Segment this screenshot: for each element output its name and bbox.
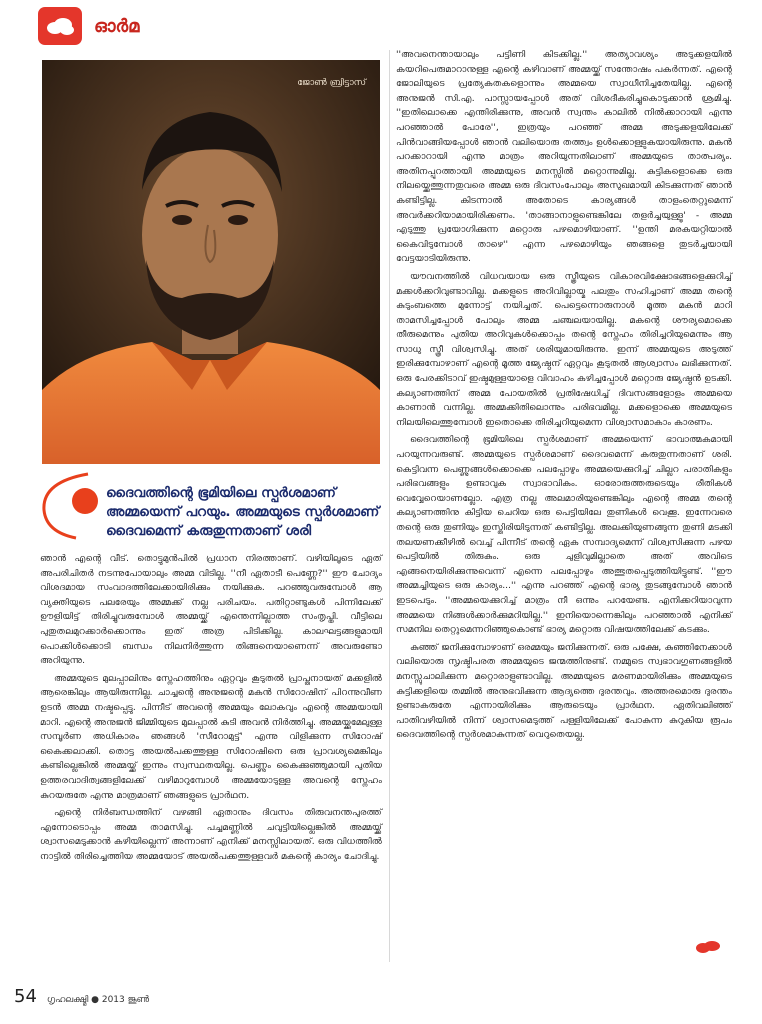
end-mark-icon bbox=[694, 940, 722, 954]
paragraph: എന്റെ നിർബന്ധത്തിന് വഴങ്ങി ഏതാനും ദിവസം തിരുവനന്തപുരത്ത് എന്നോടൊപ്പം അമ്മ താമസിച്ചു. പച്ചമണ്ണിൽ ചവുട്ടിയില്ലെങ്കിൽ അമ്മയ്ക്ക് ശ്വാസമെടുക്കാൻ കഴിയില്ലെന്ന് അന്നാണ് എനിക്ക് മനസ്സിലായത്. ഒരു വിധത്തിൽ നാട്ടിൽ തിരിച്ചെത്തിയ അമ്മയോട് അയൽപക്കത്തുള്ളവർ മകന്റെ കാര്യം ചോദിച്ചു. bbox=[40, 807, 382, 862]
right-column bbox=[396, 48, 732, 746]
paragraph: ദൈവത്തിന്റെ ഭൂമിയിലെ സ്പർശമാണ് അമ്മയെന്ന് ഭാവാത്മകമായി പറയുന്നവരുണ്ട്. അമ്മയുടെ സ്പർശമാണ് ദൈവമെന്ന് കരുതുന്നതാണ് ശരി. കെട്ടിവന്ന പെണ്ണുങ്ങൾക്കൊക്കെ പലപ്പോഴും അമ്മയെക്കുറിച്ച് ചില്ലറ പരാതികളും പരിഭവങ്ങളും ഉണ്ടാവുക സ്വാഭാവികം. ഓരോരുത്തരുടെയും രീതികൾ വെവ്വേറെയാണല്ലോ. എത്ര നല്ല അലമാരിയുണ്ടെങ്കിലും എന്റെ അമ്മ തന്റെ കല്യാണത്തിനു കിട്ടിയ ചെറിയ ഒരു പെട്ടിയിലേ തുണികൾ വെക്കൂ. ഇന്നേവരെ തന്റെ ഒരു തുണിയും ഇസ്തിരിയിടുന്നത് കണ്ടിട്ടില്ല. അലക്കിയുണങ്ങുന്ന തുണി മടക്കി തലയണക്കീഴിൽ വെച്ച് പിന്നീട് തന്റെ ഏക സമ്പാദ്യമെന്ന് വിശ്വസിക്കുന്ന പഴയ പെട്ടിയിൽ തിരുകും. ഒരു ചുളിവുമില്ലാതെ അത് അവിടെ എങ്ങനെയിരിക്കുന്നുവെന്ന് എന്നെ പലപ്പോഴും അത്ഭുതപ്പെടുത്തിയിട്ടുണ്ട്. ''ഈ അമ്മച്ചിയുടെ ഒരു കാര്യം...'' എന്നു പറഞ്ഞ് എന്റെ ഭാര്യ തുടങ്ങുമ്പോൾ ഞാൻ ഇടപെടും. ''അമ്മയെക്കുറിച്ച് മാത്രം നീ ഒന്നും പറയേണ്ട. എനിക്കറിയാവുന്ന അമ്മയെ നിങ്ങൾക്കാർക്കുമറിയില്ല.'' ഇനിയൊന്നെങ്കിലും പറഞ്ഞാൽ എനിക്ക് സമനില തെറ്റുമെന്നറിഞ്ഞുകൊണ്ട് ഭാര്യ മറ്റൊരു വിഷയത്തിലേക്ക് കടക്കും. bbox=[396, 434, 732, 636]
paragraph: ''അവനെന്തായാലും പട്ടിണി കിടക്കില്ല.'' അത്യാവശ്യം അടുക്കളയിൽ കയറിപെരുമാറാനുള്ള എന്റെ കഴിവാണ് അമ്മയ്ക്ക് സന്തോഷം പകർന്നത്. എന്റെ ജോലിയുടെ പ്രത്യേകതകളൊന്നും അമ്മയെ സ്വാധീനിച്ചതേയില്ല. എന്റെ അനുജൻ സി.എ. പാസ്സായപ്പോൾ അത് വിശദീകരിച്ചുകൊടുക്കാൻ ശ്രമിച്ചു. ''ഇതിലൊക്കെ എന്തിരിക്കുന്നു, അവൻ സ്വന്തം കാലിൽ നിൽക്കാറായി എന്നു പറഞ്ഞാൽ പോരേ'', ഇത്രയും പറഞ്ഞ് അമ്മ അടുക്കളയിലേക്ക് പിൻവാങ്ങിയപ്പോൾ ഞാൻ വലിയൊരു തത്ത്വം ഉൾക്കൊള്ളുകയായിരുന്നു. മകൻ പറക്കാറായി എന്നു മാത്രം അറിയുന്നതിലാണ് അമ്മയുടെ താത്പര്യം. അതിനപ്പുറത്തായി അമ്മയുടെ മനസ്സിൽ മറ്റൊന്നുമില്ല. കുട്ടികളൊക്കെ ഒരു നിലയ്ക്കെത്തുന്നതുവരെ അമ്മ ഒരു ദിവസംപോലും അസുഖമായി കിടക്കുന്നത് ഞാൻ കണ്ടിട്ടില്ല. കിടന്നാൽ അതോടെ കാര്യങ്ങൾ താളംതെറ്റുമെന്ന് അവർക്കറിയാമായിരിക്കണം. 'താങ്ങാനാളുണ്ടെങ്കിലേ തളർച്ചയുള്ളൂ' - അമ്മ എടുത്തു പ്രയോഗിക്കുന്ന മറ്റൊരു പഴമൊഴിയാണ്. ''ഉന്തി മരകയറ്റിയാൽ കൈവിടുമ്പോൾ താഴെ'' എന്ന പഴമൊഴിയും ഞങ്ങളെ തുടർച്ചയായി വേട്ടയാടിയിരുന്നു. bbox=[396, 49, 732, 265]
left-column bbox=[40, 552, 382, 867]
pull-quote-text: ദൈവത്തിന്റെ ഭൂമിയിലെ സ്പർശമാണ് അമ്മയെന്ന് പറയും. അമ്മയുടെ സ്പർശമാണ് ദൈവമെന്ന് കരുതുന്നതാണ് ശരി bbox=[106, 485, 380, 539]
publication-info: ഗൃഹലക്ഷ്മി ● 2013 ജൂൺ bbox=[46, 995, 150, 1005]
section-header bbox=[38, 6, 139, 46]
magazine-logo bbox=[38, 7, 82, 45]
paragraph: യൗവനത്തിൽ വിധവയായ ഒരു സ്ത്രീയുടെ വികാരവിക്ഷോഭങ്ങളെക്കുറിച്ച് മക്കൾക്കറിവുണ്ടാവില്ല. മക്കളുടെ അറിവില്ലായ്മ പലതും സഹിച്ചാണ് അമ്മ തന്റെ കുടുംബത്തെ മുന്നോട്ട് നയിച്ചത്. പെട്ടെന്നൊരുനാൾ മൂത്ത മകൻ മാറി താമസിച്ചപ്പോൾ പോലും അമ്മ ചഞ്ചലയായില്ല. മകന്റെ ശൗര്യമൊക്കെ തീരുമെന്നും പുതിയ അറിവുകൾക്കൊപ്പം തന്റെ സ്നേഹം തിരിച്ചറിയുമെന്നും ആ സാധു സ്ത്രീ വിശ്വസിച്ചു. അത് ശരിയുമായിരുന്നു. ഇന്ന് അമ്മയുടെ അടുത്ത് ഇരിക്കുമ്പോഴാണ് എന്റെ മൂത്ത ജ്യേഷ്ഠന് ഏറ്റവും കൂടുതൽ ആശ്വാസം ലഭിക്കുന്നത്. ഒരു പേരക്കിടാവ് ഇഷ്ടമുള്ളയാളെ വിവാഹം കഴിച്ചപ്പോൾ മറ്റൊരു ജ്യേഷ്ഠൻ ഉടക്കി. കല്യാണത്തിന് അമ്മ പോയതിൽ പ്രതിഷേധിച്ച് ദിവസങ്ങളോളം അമ്മയെ കാണാൻ വന്നില്ല. അമ്മക്കിതിലൊന്നും പരിഭവമില്ല. മക്കളൊക്കെ അമ്മയുടെ നിലയിലെത്തുമ്പോൾ ഇതൊക്കെ തിരിച്ചറിയുമെന്ന വിശ്വാസമാകാം കാരണം. bbox=[396, 270, 732, 428]
paragraph: കുഞ്ഞ് ജനിക്കുമ്പോഴാണ് ഒരമ്മയും ജനിക്കുന്നത്. ഒരു പക്ഷേ, കുഞ്ഞിനേക്കാൾ വലിയൊരു സൃഷ്ടിപരത അമ്മയുടെ ജന്മത്തിനുണ്ട്. നമ്മുടെ സ്വഭാവഗുണങ്ങളിൽ മനസ്സുചാലിക്കുന്ന മറ്റൊരാളുണ്ടാവില്ല. അമ്മയുടെ മരണമായിരിക്കും അമ്മയുടെ കുട്ടിക്കളിയെ തമ്മിൽ അനുഭവിക്കുന്ന ആദ്യത്തെ ദുരന്തവും. അത്തരമൊരു ദുരന്തം ഉണ്ടാകരുതേ എന്നായിരിക്കും ആരുടെയും പ്രാർഥന. ഏതിവലിഞ്ഞ് പാതിവഴിയിൽ നിന്ന് ശ്വാസമെടുത്ത് പള്ളിയിലേക്ക് പോകുന്ന കുറുകിയ രൂപം ദൈവത്തിന്റെ സ്പർശമാകുന്നത് വെറുതെയല്ല. bbox=[396, 641, 732, 741]
quote-dot-icon bbox=[72, 488, 98, 514]
paragraph: ഞാൻ എന്റെ വീട്. തൊട്ടുമുൻപിൽ പ്രധാന നിരത്താണ്. വഴിയിലൂടെ ഏത് അപരിചിതർ നടന്നുപോയാലും അമ്മ വിടില്ല. ''നീ ഏതാടീ പെണ്ണേ?'' ഈ ചോദ്യം വിശദമായ സംവാദത്തിലേക്കായിരിക്കും നയിക്കുക. പറഞ്ഞുവരുമ്പോൾ ആ വ്യക്തിയുടെ പലരേയും അമ്മക്ക് നല്ല പരിചയം. പതിറ്റാണ്ടുകൾ പിന്നിലേക്ക് ഊളിയിട്ട് തിരിച്ചുവരുമ്പോൾ അമ്മയ്ക്ക് എന്തെന്നില്ലാത്ത സംതൃപ്തി. വീട്ടിലെ പുതുതലമുറക്കാർക്കൊന്നും ഇത് അത്ര പിടിക്കില്ല. കാലഘട്ടങ്ങളുമായി പൊക്കിൾക്കൊടി ബന്ധം നിലനിർത്തുന്ന തിങ്ങനെയാണെന്ന് അവരുണ്ടോ അറിയുന്നു. bbox=[40, 553, 382, 667]
portrait-illustration bbox=[42, 60, 380, 464]
photo-credit: ജോൺ ബ്രിട്ടാസ് bbox=[297, 78, 366, 88]
page-number: 54 bbox=[14, 986, 37, 1007]
paragraph: അമ്മയുടെ മുലപ്പാലിനും സ്നേഹത്തിനും ഏറ്റവും കൂടുതൽ പ്രാപ്തനായത് മക്കളിൽ ആരെങ്കിലും ആയിരുന്നില്ല. ചാച്ചന്റെ അനുജന്റെ മകൻ സിറോഷിന് പിറന്നുവീണ ഉടൻ അമ്മ നഷ്ടപ്പെട്ടു. പിന്നീട് അവന്റെ അമ്മയും ലോകവും എന്റെ അമ്മയായി മാറി. എന്റെ അനുജൻ ജിമ്മിയുടെ മുലപ്പാൽ കുടി അവൻ നിർത്തിച്ചു. അമ്മയ്ക്കുമേലുള്ള സമ്പൂർണ അധികാരം ഞങ്ങൾ 'സീറോമുട്ട്' എന്നു വിളിക്കുന്ന സിറോഷ് കൈക്കലാക്കി. തൊട്ട അയൽപക്കത്തുള്ള സിറോഷിനെ ഒരു പ്രാവശ്യമെങ്കിലും കണ്ടില്ലെങ്കിൽ അമ്മയ്ക്ക് ഇന്നും സ്വസ്ഥതയില്ല. പെണ്ണും കൈക്കുഞ്ഞുമായി പുതിയ ഉത്തരവാദിത്വങ്ങളിലേക്ക് വഴിമാറുമ്പോൾ അമ്മയോടുള്ള അവന്റെ സ്നേഹം കുറയരുതേ എന്നു മാത്രമാണ് ഞങ്ങളുടെ പ്രാർഥന. bbox=[40, 672, 382, 801]
pull-quote bbox=[36, 470, 384, 544]
page-footer bbox=[14, 986, 149, 1007]
cloud-icon bbox=[45, 16, 75, 36]
author-photo bbox=[42, 60, 380, 464]
column-divider bbox=[389, 50, 390, 962]
section-title: ഓർമ bbox=[94, 15, 140, 37]
